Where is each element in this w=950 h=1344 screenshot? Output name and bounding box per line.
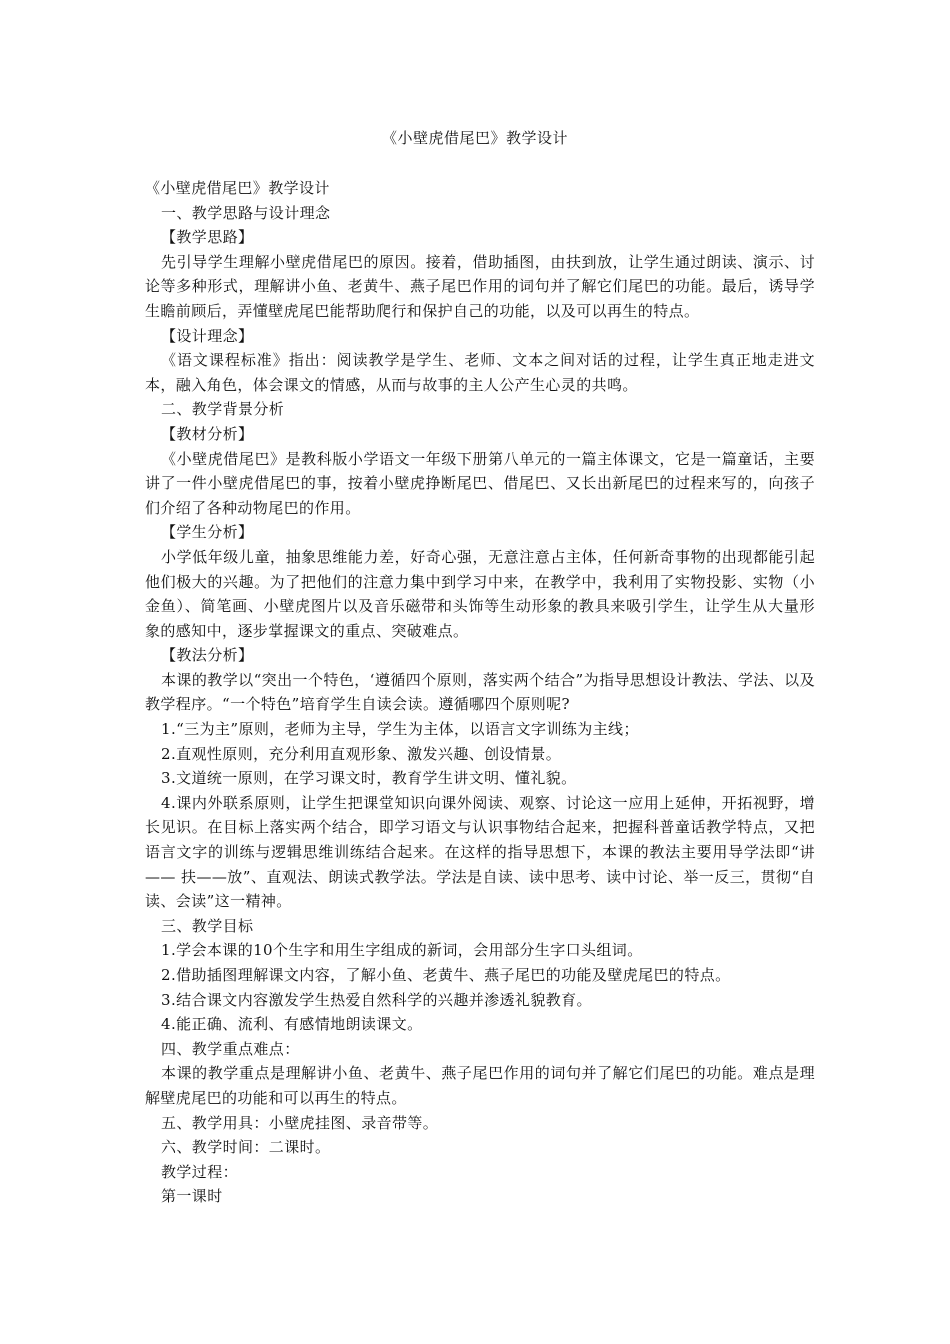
section-heading-4: 四、教学重点难点：: [161, 1039, 300, 1058]
paragraph-design-concept: 《语文课程标准》指出：阅读教学是学生、老师、文本之间对话的过程，让学生真正地走进文本，融入角色，体会课文的情感，从而与故事的主人公产生心灵的共鸣。: [145, 351, 815, 394]
section-heading-5: 五、教学用具：小壁虎挂图、录音带等。: [161, 1113, 439, 1132]
subheading-method-analysis: 【教法分析】: [161, 646, 254, 665]
subheading-teaching-idea: 【教学思路】: [161, 228, 254, 247]
paragraph-student-analysis: 小学低年级儿童，抽象思维能力差，好奇心强，无意注意占主体，任何新奇事物的出现都能引起他们极大的兴趣。为了把他们的注意力集中到学习中来，在教学中，我利用了实物投影、实物（小金鱼）、简笔画、小壁虎图片以及音乐磁带和头饰等生动形象的教具来吸引学生，让学生从大量形象的感知中，逐步掌握课文的重点、突破难点。: [145, 547, 815, 640]
subheading-student-analysis: 【学生分析】: [161, 523, 254, 542]
list-item-principle-1: 1.“三为主”原则，老师为主导，学生为主体，以语言文字训练为主线；: [161, 720, 639, 739]
section-heading-1: 一、教学思路与设计理念: [161, 203, 331, 222]
list-item-principle-3: 3.文道统一原则，在学习课文时，教育学生讲文明、懂礼貌。: [161, 769, 577, 788]
subheading-design-concept: 【设计理念】: [161, 326, 254, 345]
list-item-goal-3: 3.结合课文内容激发学生热爱自然科学的兴趣并渗透礼貌教育。: [161, 990, 592, 1009]
paragraph-teaching-idea: 先引导学生理解小壁虎借尾巴的原因。接着，借助插图，由扶到放，让学生通过朗读、演示、讨论等多种形式，理解讲小鱼、老黄牛、燕子尾巴作用的词句并了解它们尾巴的功能。最后，诱导学生瞻前顾后，弄懂壁虎尾巴能帮助爬行和保护自己的功能，以及可以再生的特点。: [145, 252, 815, 320]
teaching-process-heading: 教学过程：: [161, 1162, 239, 1181]
document-body: [145, 176, 815, 1209]
document-title: 《小壁虎借尾巴》教学设计: [381, 129, 568, 147]
list-item-goal-4: 4.能正确、流利、有感情地朗读课文。: [161, 1015, 423, 1034]
subheading-textbook-analysis: 【教材分析】: [161, 424, 254, 443]
paragraph-textbook-analysis: 《小壁虎借尾巴》是教科版小学语文一年级下册第八单元的一篇主体课文，它是一篇童话，主要讲了一件小壁虎借尾巴的事，按着小壁虎挣断尾巴、借尾巴、又长出新尾巴的过程来写的，向孩子们介绍了各种动物尾巴的作用。: [145, 449, 815, 517]
section-heading-2: 二、教学背景分析: [161, 400, 285, 419]
list-item-goal-1: 1.学会本课的10个生字和用生字组成的新词，会用部分生字口头组词。: [161, 941, 643, 960]
paragraph-method-analysis: 本课的教学以“突出一个特色，‘遵循四个原则，落实两个结合”为指导思想设计教法、学法、以及教学程序。“一个特色”培育学生自读会读。遵循哪四个原则呢?: [145, 670, 815, 714]
first-lesson-heading: 第一课时: [161, 1187, 223, 1206]
paragraph-key-points: 本课的教学重点是理解讲小鱼、老黄牛、燕子尾巴作用的词句并了解它们尾巴的功能。难点是理解壁虎尾巴的功能和可以再生的特点。: [145, 1064, 815, 1107]
list-item-principle-4: 4.课内外联系原则，让学生把课堂知识向课外阅读、观察、讨论这一应用上延伸，开拓视野，增长见识。在目标上落实两个结合，即学习语文与认识事物结合起来，把握科普童话教学特点，又把语言文字的训练与逻辑思维训练结合起来。在这样的指导思想下，本课的教法主要用导学法即“讲—— 扶——放”、直观法、朗读式教学法。学法是自读、读中思考、读中讨论、举一反三，贯彻“自读、会读”这一精神。: [145, 793, 815, 911]
list-item-principle-2: 2.直观性原则，充分利用直观形象、激发兴趣、创设情景。: [161, 744, 562, 763]
section-heading-6: 六、教学时间：二课时。: [161, 1138, 331, 1157]
section-heading-3: 三、教学目标: [161, 916, 254, 935]
body-heading: 《小壁虎借尾巴》教学设计: [145, 179, 330, 197]
list-item-goal-2: 2.借助插图理解课文内容，了解小鱼、老黄牛、燕子尾巴的功能及壁虎尾巴的特点。: [161, 966, 731, 984]
